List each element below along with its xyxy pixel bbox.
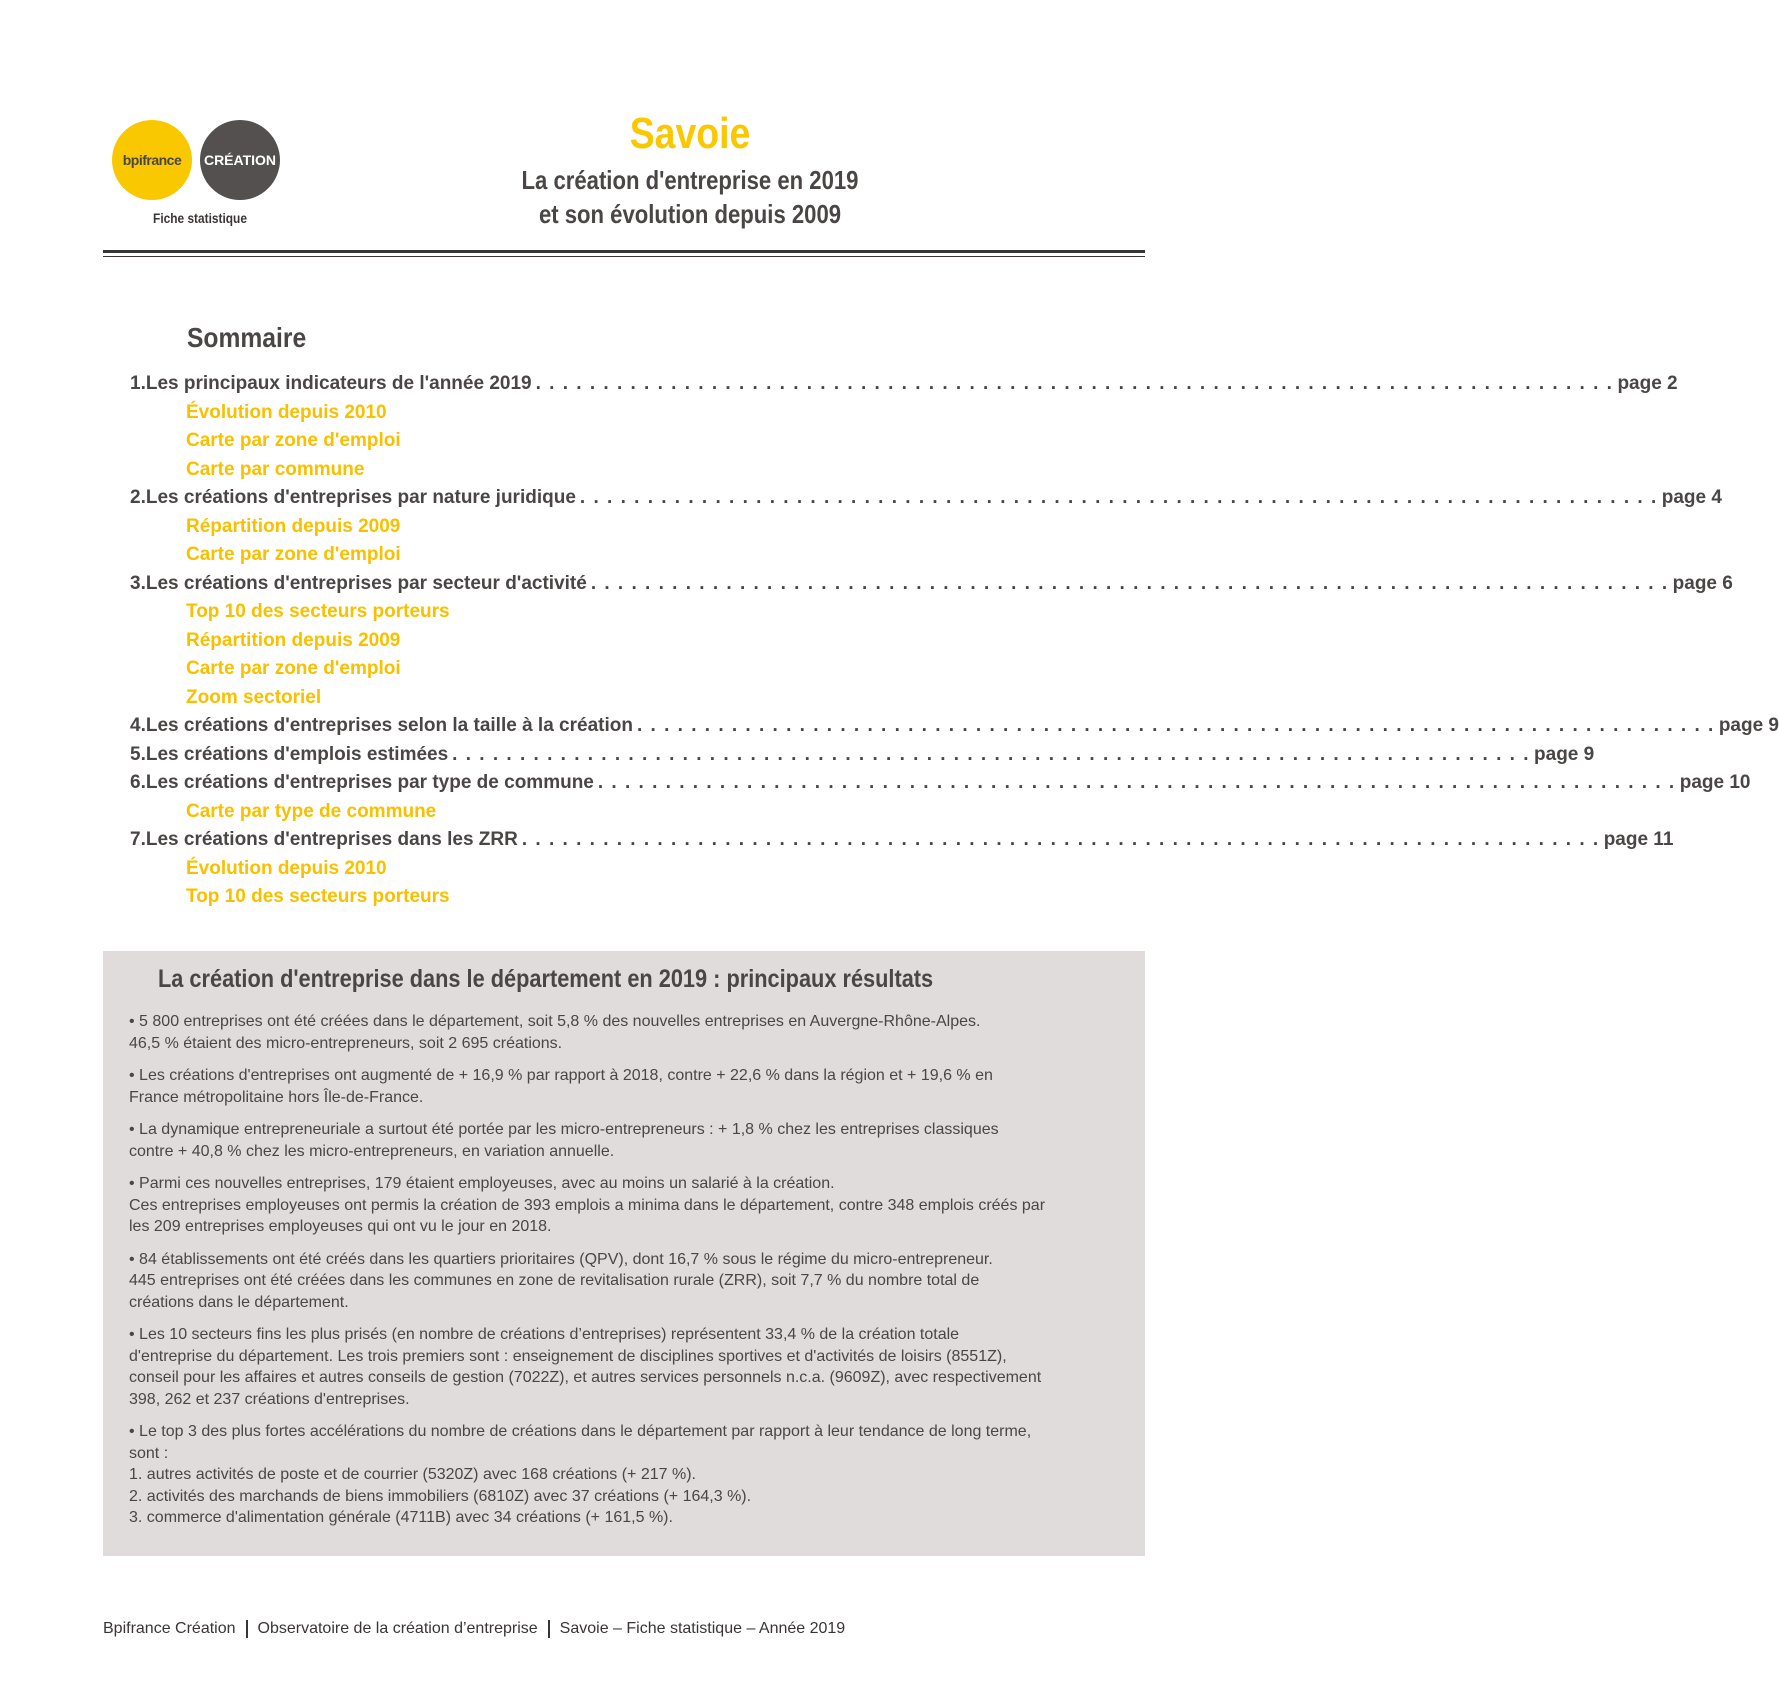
toc-entry-label: Les créations d'entreprises selon la taille à la création: [145, 715, 633, 736]
toc-entry-number: 6.: [130, 772, 146, 793]
toc-entry[interactable]: [130, 712, 1779, 741]
toc-leader-dots: . . . . . . . . . . . . . . . . . . . . . . . . . . . . . . . . . . . . . . . . . . . . . . . . . . . . . . . . . . . . . . . . . . . . . . . . . . . . . . . .: [579, 487, 1658, 508]
toc-entry-label: Les créations d'entreprises par secteur d'activité: [145, 572, 587, 594]
toc-entry-page: page 9: [1718, 715, 1779, 736]
toc-entry-page: page 10: [1679, 772, 1751, 793]
result-line: 46,5 % étaient des micro-entrepreneurs, soit 2 695 créations.: [129, 1034, 563, 1052]
footer-separator: [246, 1620, 248, 1638]
result-line: 2. activités des marchands de biens immobiliers (6810Z) avec 37 créations (+ 164,3 %).: [129, 1487, 752, 1505]
toc-entry-page: page 6: [1672, 572, 1733, 594]
result-bullet: [129, 1249, 1139, 1314]
toc-leader-dots: . . . . . . . . . . . . . . . . . . . . . . . . . . . . . . . . . . . . . . . . . . . . . . . . . . . . . . . . . . . . . . . . . . . . . . . . . . . . . . . .: [521, 829, 1600, 850]
result-line: • Les 10 secteurs fins les plus prisés (en nombre de créations d’entreprises) représentent 33,4 % de la création totale: [129, 1326, 960, 1343]
toc-entry-page: page 4: [1661, 487, 1722, 508]
toc-leader-dots: . . . . . . . . . . . . . . . . . . . . . . . . . . . . . . . . . . . . . . . . . . . . . . . . . . . . . . . . . . . . . . . . . . . . . . . . . . . . . . . .: [452, 743, 1531, 765]
toc-subentry[interactable]: Top 10 des secteurs porteurs: [186, 601, 450, 622]
toc-heading: Sommaire: [187, 322, 307, 353]
toc-entry-page: page 11: [1603, 829, 1674, 850]
bpifrance-logo: bpifrance: [112, 120, 192, 200]
toc-entry-number: 7.: [130, 829, 146, 850]
results-box: [103, 951, 1145, 1556]
header-divider-thin: [103, 256, 1145, 257]
page-subtitle-line2: et son évolution depuis 2009: [538, 199, 842, 229]
result-line: Ces entreprises employeuses ont permis la création de 393 emplois a minima dans le département, contre 348 emplois créés par: [129, 1196, 1046, 1214]
toc-subentry[interactable]: Carte par zone d'emploi: [186, 658, 401, 679]
results-list: [129, 1011, 1139, 1540]
toc-entry-number: 2.: [130, 487, 146, 508]
result-line: les 209 entreprises employeuses qui ont vu le jour en 2018.: [129, 1218, 552, 1235]
result-bullet: [129, 1119, 1139, 1162]
toc-entry-number: 3.: [130, 572, 146, 594]
creation-logo: CRÉATION: [200, 120, 280, 200]
result-line: • 5 800 entreprises ont été créées dans le département, soit 5,8 % des nouvelles entreprises en Auvergne-Rhône-Alpes.: [129, 1013, 981, 1030]
result-line: France métropolitaine hors Île-de-France.: [129, 1088, 424, 1106]
result-line: contre + 40,8 % chez les micro-entrepreneurs, en variation annuelle.: [129, 1142, 615, 1160]
result-line: sont :: [129, 1444, 169, 1462]
page-subtitle-line1: La création d'entreprise en 2019: [521, 165, 859, 195]
result-line: • 84 établissements ont été créés dans les quartiers prioritaires (QPV), dont 16,7 % sous le régime du micro-entrepreneur.: [129, 1250, 993, 1268]
toc-leader-dots: . . . . . . . . . . . . . . . . . . . . . . . . . . . . . . . . . . . . . . . . . . . . . . . . . . . . . . . . . . . . . . . . . . . . . . . . . . . . . . . .: [535, 373, 1614, 394]
toc-subentry[interactable]: Répartition depuis 2009: [186, 629, 401, 651]
toc-entry-label: Les principaux indicateurs de l'année 2019: [145, 373, 532, 394]
result-line: • Les créations d'entreprises ont augmenté de + 16,9 % par rapport à 2018, contre + 22,6 % dans la région et + 19,6 % en: [129, 1067, 993, 1084]
result-line: • Le top 3 des plus fortes accélérations du nombre de créations dans le département par rapport à leur tendance de long terme,: [129, 1423, 1032, 1440]
toc-subentry[interactable]: Carte par commune: [186, 458, 365, 480]
toc-entry-number: 5.: [130, 743, 146, 765]
toc-entry-number: 1.: [130, 373, 146, 394]
toc-entry[interactable]: [130, 741, 1595, 770]
result-line: 398, 262 et 237 créations d'entreprises.: [129, 1390, 410, 1408]
toc-entry[interactable]: [130, 570, 1733, 599]
result-bullet: [129, 1065, 1139, 1108]
footer-org: Bpifrance Création: [103, 1620, 236, 1638]
result-line: • Parmi ces nouvelles entreprises, 179 étaient employeuses, avec au moins un salarié à la création.: [129, 1175, 835, 1192]
result-bullet: [129, 1324, 1139, 1410]
toc-leader-dots: . . . . . . . . . . . . . . . . . . . . . . . . . . . . . . . . . . . . . . . . . . . . . . . . . . . . . . . . . . . . . . . . . . . . . . . . . . . . . . . .: [636, 715, 1715, 736]
page-footer: [103, 1620, 845, 1638]
results-title: La création d'entreprise dans le département en 2019 : principaux résultats: [158, 965, 934, 993]
toc-entry[interactable]: [130, 484, 1722, 513]
result-bullet: [129, 1173, 1139, 1238]
result-line: • La dynamique entrepreneuriale a surtout été portée par les micro-entrepreneurs : + 1,8 % chez les entreprises classiques: [129, 1121, 999, 1138]
footer-separator: [548, 1620, 550, 1638]
toc-entry-label: Les créations d'entreprises dans les ZRR: [145, 829, 518, 850]
logo-subtitle: Fiche statistique: [153, 210, 247, 226]
toc-subentry[interactable]: Carte par type de commune: [186, 800, 437, 822]
page-title: Savoie: [629, 109, 751, 158]
toc-leader-dots: . . . . . . . . . . . . . . . . . . . . . . . . . . . . . . . . . . . . . . . . . . . . . . . . . . . . . . . . . . . . . . . . . . . . . . . . . . . . . . . .: [590, 572, 1669, 594]
result-line: créations dans le département.: [129, 1293, 349, 1311]
toc-entry-page: page 9: [1534, 743, 1595, 765]
toc-entry-page: page 2: [1617, 373, 1678, 394]
result-line: 3. commerce d'alimentation générale (4711B) avec 34 créations (+ 161,5 %).: [129, 1509, 673, 1526]
page-header: [440, 105, 940, 231]
toc-entry-label: Les créations d'entreprises par nature juridique: [145, 487, 576, 508]
toc-subentry[interactable]: Évolution depuis 2010: [186, 401, 387, 423]
table-of-contents: [130, 370, 1779, 912]
toc-subentry[interactable]: Évolution depuis 2010: [186, 857, 387, 879]
toc-entry-number: 4.: [130, 715, 146, 736]
footer-observatory: Observatoire de la création d’entreprise: [257, 1620, 538, 1638]
toc-entry[interactable]: [130, 769, 1751, 798]
toc-entry[interactable]: [130, 826, 1674, 855]
toc-subentry[interactable]: Carte par zone d'emploi: [186, 544, 401, 565]
toc-entry[interactable]: [130, 370, 1678, 399]
toc-entry-label: Les créations d'emplois estimées: [145, 743, 449, 765]
result-line: d'entreprise du département. Les trois premiers sont : enseignement de disciplines sportives et d'activités de loisirs (8551Z),: [129, 1347, 1007, 1365]
logo-area: [112, 120, 292, 230]
result-line: conseil pour les affaires et autres conseils de gestion (7022Z), et autres services personnels n.c.a. (9609Z), avec respectivement: [129, 1369, 1042, 1386]
toc-subentry[interactable]: Carte par zone d'emploi: [186, 430, 401, 451]
result-line: 445 entreprises ont été créées dans les communes en zone de revitalisation rurale (ZRR), soit 7,7 % du nombre total de: [129, 1272, 980, 1289]
toc-entry-label: Les créations d'entreprises par type de commune: [145, 772, 594, 793]
header-divider-thick: [103, 250, 1145, 253]
toc-subentry[interactable]: Zoom sectoriel: [186, 686, 322, 708]
result-bullet: [129, 1421, 1139, 1529]
toc-leader-dots: . . . . . . . . . . . . . . . . . . . . . . . . . . . . . . . . . . . . . . . . . . . . . . . . . . . . . . . . . . . . . . . . . . . . . . . . . . . . . . . .: [597, 772, 1676, 793]
result-bullet: [129, 1011, 1139, 1054]
toc-subentry[interactable]: Répartition depuis 2009: [186, 515, 401, 537]
result-line: 1. autres activités de poste et de courrier (5320Z) avec 168 créations (+ 217 %).: [129, 1466, 696, 1483]
footer-document: Savoie – Fiche statistique – Année 2019: [559, 1620, 846, 1638]
toc-subentry[interactable]: Top 10 des secteurs porteurs: [186, 886, 450, 907]
